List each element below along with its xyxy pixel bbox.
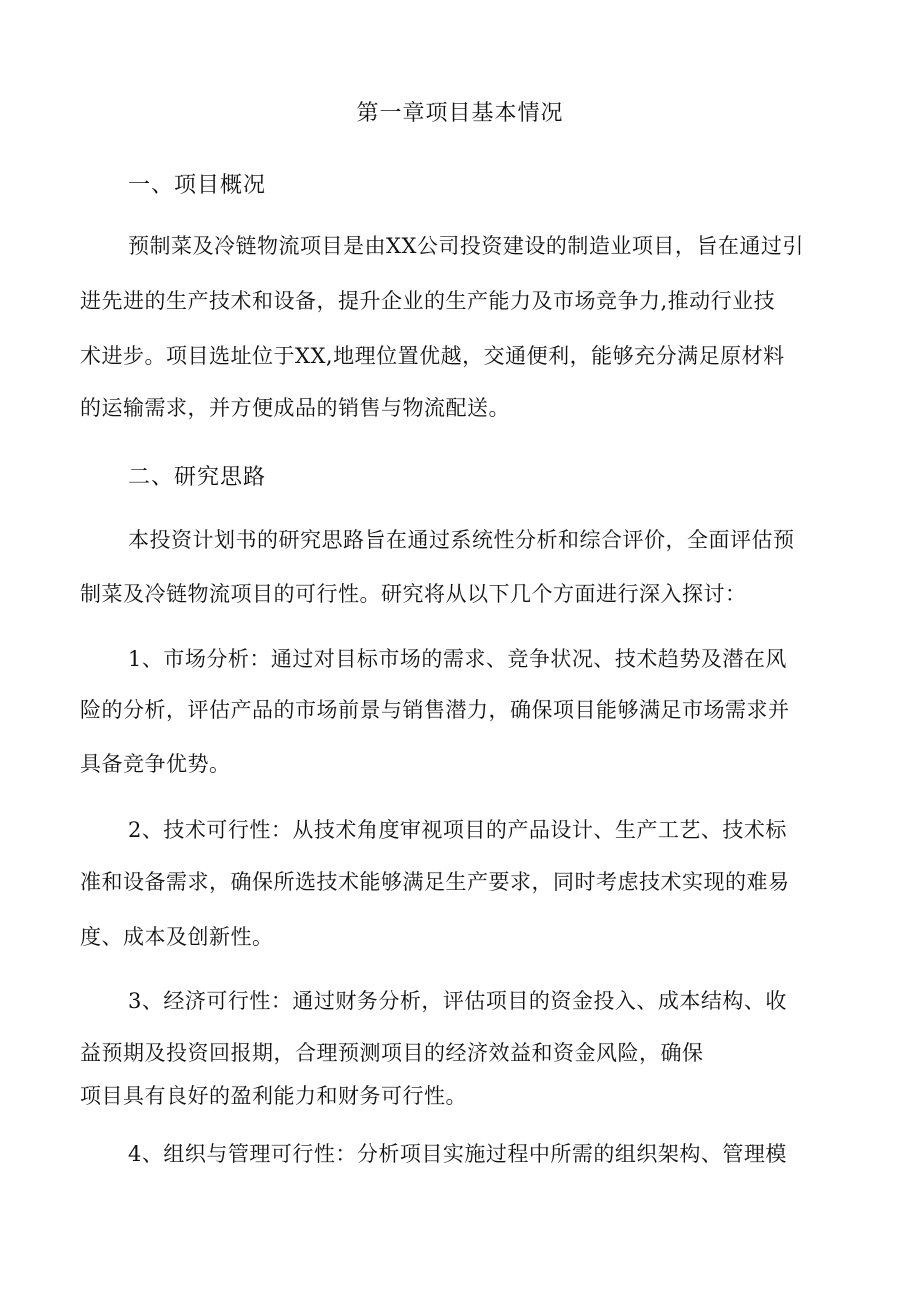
paragraph-line: 益预期及投资回报期，合理预测项目的经济效益和资金风险，确保 (80, 1041, 704, 1065)
paragraph-line: 1、市场分析：通过对目标市场的需求、竞争状况、技术趋势及潜在风 (128, 647, 787, 671)
paragraph-line: 度、成本及创新性。 (80, 925, 274, 949)
section-heading-overview: 一、项目概况 (128, 173, 267, 198)
paragraph-line: 3、经济可行性：通过财务分析，评估项目的资金投入、成本结构、收 (128, 989, 787, 1013)
paragraph-line: 本投资计划书的研究思路旨在通过系统性分析和综合评价，全面评估预 (128, 528, 795, 552)
paragraph-line: 具备竞争优势。 (80, 752, 231, 776)
paragraph-line: 预制菜及冷链物流项目是由XX公司投资建设的制造业项目，旨在通过引 (128, 234, 804, 258)
paragraph-line: 准和设备需求，确保所选技术能够满足生产要求，同时考虑技术实现的难易 (80, 870, 790, 894)
paragraph-line: 的运输需求，并方便成品的销售与物流配送。 (80, 396, 510, 420)
paragraph-line: 4、组织与管理可行性：分析项目实施过程中所需的组织架构、管理模 (128, 1142, 787, 1166)
paragraph-line: 险的分析，评估产品的市场前景与销售潜力，确保项目能够满足市场需求并 (80, 698, 790, 722)
chapter-title: 第一章项目基本情况 (356, 101, 564, 126)
section-heading-research: 二、研究思路 (128, 465, 267, 490)
paragraph-line: 2、技术可行性：从技术角度审视项目的产品设计、生产工艺、技术标 (128, 818, 787, 842)
paragraph-line: 术进步。项目选址位于XX,地理位置优越，交通便利，能够充分满足原材料 (80, 344, 785, 368)
paragraph-line: 进先进的生产技术和设备，提升企业的生产能力及市场竞争力,推动行业技 (80, 289, 776, 313)
paragraph-line: 制菜及冷链物流项目的可行性。研究将从以下几个方面进行深入探讨： (80, 582, 747, 606)
paragraph-line: 项目具有良好的盈利能力和财务可行性。 (80, 1084, 467, 1108)
